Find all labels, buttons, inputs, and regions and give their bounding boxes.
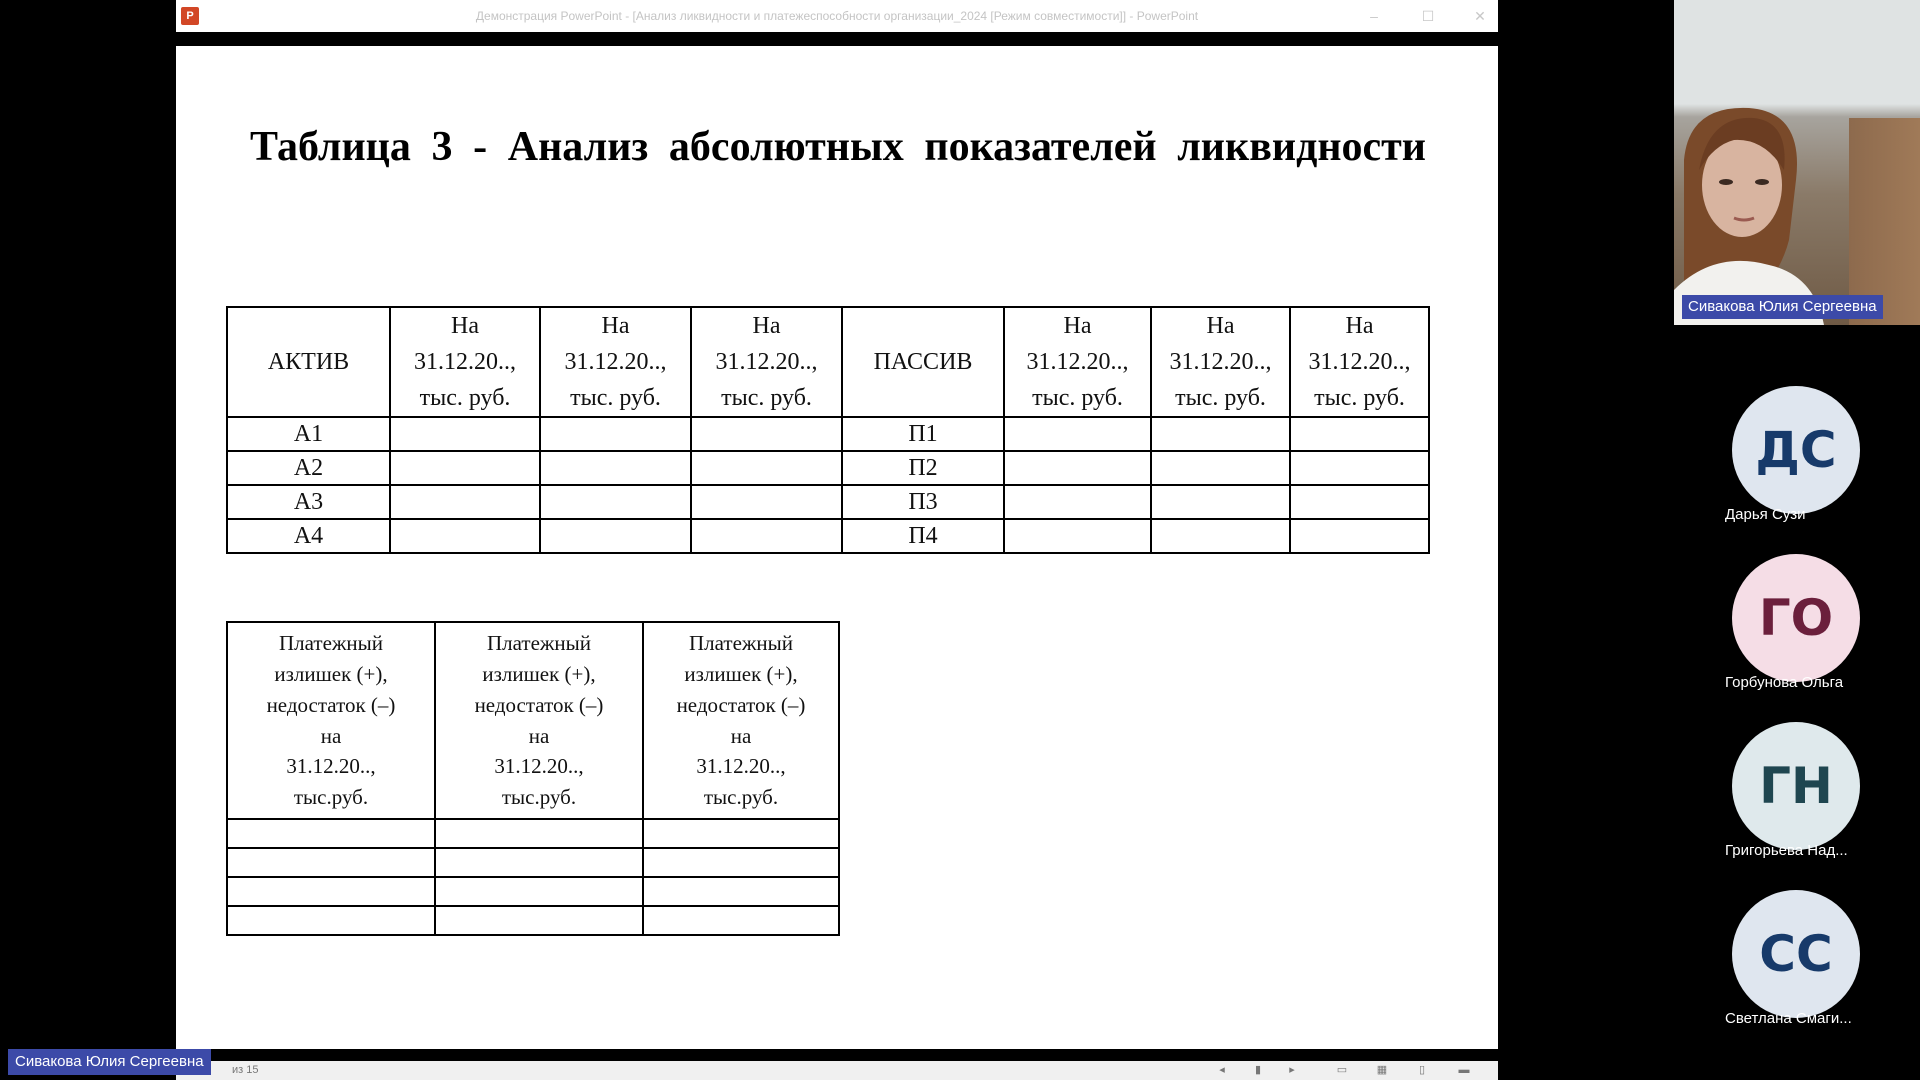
video-person-image [1674,100,1824,325]
header-date-cell [1151,307,1290,417]
payment-balance-table [226,621,840,936]
table-header-row [227,307,1429,417]
balance-header-line: Платежный [278,631,383,656]
table-cell [390,485,540,519]
participant-name: Горбунова Ольга [1725,674,1844,691]
statusbar [176,1061,1498,1080]
balance-header-line: на [528,723,550,748]
normal-view-icon[interactable]: ▭ [1336,1064,1348,1076]
asset-label: А1 [227,417,390,451]
video-tile[interactable] [1674,0,1920,325]
table-cell [227,906,435,935]
participant-name: Дарья Сузи [1725,506,1806,523]
video-name-label: Сивакова Юлия Сергеевна [1682,295,1883,319]
balance-header-line: 31.12.20.., [696,754,786,779]
table-cell [435,819,643,848]
slide-counter: из 15 [232,1064,259,1076]
powerpoint-window [176,0,1498,1080]
table-cell [1290,485,1429,519]
header-date-line3: тыс. руб. [1175,385,1266,411]
table-cell [227,848,435,877]
header-date-line3: тыс. руб. [1314,385,1405,411]
table-cell [390,519,540,553]
header-date-line2: 31.12.20.., [1308,349,1411,375]
header-activ: АКТИВ [227,307,390,417]
table-row [227,451,1429,485]
participant-tile[interactable] [1725,890,1864,1040]
balance-header-line: 31.12.20.., [494,754,584,779]
participant-tile[interactable] [1725,386,1864,536]
table-cell [691,451,842,485]
table-cell [227,819,435,848]
close-icon[interactable]: ✕ [1474,8,1486,24]
header-date-line3: тыс. руб. [570,385,661,411]
header-date-cell [691,307,842,417]
asset-label: А3 [227,485,390,519]
header-date-line1: На [601,313,630,339]
reading-view-icon[interactable]: ▯ [1418,1064,1426,1076]
table-cell [1290,451,1429,485]
liquidity-table [226,306,1430,554]
balance-header-cell [435,622,643,819]
liability-label: П2 [842,451,1004,485]
table-cell [435,848,643,877]
slide-sorter-icon[interactable]: ▦ [1376,1064,1388,1076]
header-date-line2: 31.12.20.., [414,349,516,375]
liability-label: П3 [842,485,1004,519]
slide [176,46,1498,1049]
header-date-line1: На [1206,313,1235,339]
next-slide-icon[interactable]: ▸ [1289,1064,1295,1076]
asset-label: А2 [227,451,390,485]
minimize-icon[interactable]: – [1370,8,1378,24]
table-cell [1004,451,1151,485]
balance-header-line: на [320,723,342,748]
balance-header-line: недостаток (–) [266,692,396,717]
balance-header-line: 31.12.20.., [286,754,376,779]
table-row [227,848,839,877]
balance-header-line: излишек (+), [482,661,596,686]
window-title: Демонстрация PowerPoint - [Анализ ликвидности и платежеспособности организации_2024 [Режим совместимости]] - PowerPoint [475,9,1199,23]
balance-header-line: недостаток (–) [474,692,604,717]
header-date-line3: тыс. руб. [1032,385,1123,411]
header-date-line2: 31.12.20.., [1026,349,1129,375]
header-date-line2: 31.12.20.., [564,349,667,375]
slideshow-view-icon[interactable]: ▬ [1458,1064,1470,1076]
header-date-cell [1290,307,1429,417]
header-date-line1: На [1345,313,1374,339]
table-cell [1004,519,1151,553]
avatar: ГН [1732,722,1860,850]
header-date-cell [390,307,540,417]
window-titlebar[interactable] [176,0,1498,32]
table-cell [691,485,842,519]
header-passiv: ПАССИВ [842,307,1004,417]
table-cell [1151,519,1290,553]
balance-header-line: тыс.руб. [293,785,369,810]
avatar: СС [1732,890,1860,1018]
table-cell [1290,417,1429,451]
table-cell [1151,485,1290,519]
table-cell [540,451,691,485]
liability-label: П4 [842,519,1004,553]
header-date-line2: 31.12.20.., [1169,349,1272,375]
balance-header-line: тыс.руб. [703,785,779,810]
participant-tile[interactable] [1725,554,1864,704]
previous-slide-icon[interactable]: ◂ [1219,1064,1225,1076]
balance-header-cell [227,622,435,819]
table-cell [643,906,839,935]
balance-header-line: Платежный [688,631,793,656]
table-row [227,485,1429,519]
balance-header-line: Платежный [486,631,591,656]
table-row [227,906,839,935]
liability-label: П1 [842,417,1004,451]
header-date-line3: тыс. руб. [721,385,812,411]
header-date-line1: На [752,313,781,339]
balance-header-line: излишек (+), [684,661,798,686]
table-header-row [227,622,839,819]
table-cell [643,848,839,877]
pause-icon[interactable]: ▮ [1254,1064,1262,1076]
table-cell [540,519,691,553]
balance-header-line: излишек (+), [274,661,388,686]
header-date-cell [540,307,691,417]
participant-tile[interactable] [1725,722,1864,872]
window-divider [176,32,1498,46]
header-date-line1: На [1063,313,1092,339]
table-cell [643,819,839,848]
table-cell [691,417,842,451]
balance-header-line: на [730,723,752,748]
table-cell [390,451,540,485]
avatar: ДС [1732,386,1860,514]
avatar: ГО [1732,554,1860,682]
table-row [227,877,839,906]
table-cell [540,417,691,451]
participant-name: Григорьева Над... [1725,842,1848,859]
header-date-line2: 31.12.20.., [715,349,818,375]
table-cell [643,877,839,906]
table-row [227,417,1429,451]
powerpoint-app-icon: P [181,7,199,25]
table-cell [691,519,842,553]
balance-header-line: тыс.руб. [501,785,577,810]
table-cell [435,877,643,906]
table-row [227,819,839,848]
header-date-line3: тыс. руб. [419,385,511,411]
video-wall-panel [1849,118,1920,325]
table-cell [435,906,643,935]
table-cell [1004,485,1151,519]
table-row [227,519,1429,553]
balance-header-line: недостаток (–) [676,692,806,717]
table-cell [1290,519,1429,553]
asset-label: А4 [227,519,390,553]
maximize-icon[interactable]: ☐ [1421,8,1435,24]
table-cell [540,485,691,519]
table-cell [1151,451,1290,485]
participant-name: Светлана Смаги... [1725,1010,1852,1027]
table-cell [1151,417,1290,451]
presenter-name-label: Сивакова Юлия Сергеевна [8,1049,211,1075]
table-cell [227,877,435,906]
table-cell [1004,417,1151,451]
header-date-line1: На [451,313,479,339]
header-date-cell [1004,307,1151,417]
table-cell [390,417,540,451]
balance-header-cell [643,622,839,819]
slide-title: Таблица 3 - Анализ абсолютных показателей ликвидности [250,124,1426,170]
